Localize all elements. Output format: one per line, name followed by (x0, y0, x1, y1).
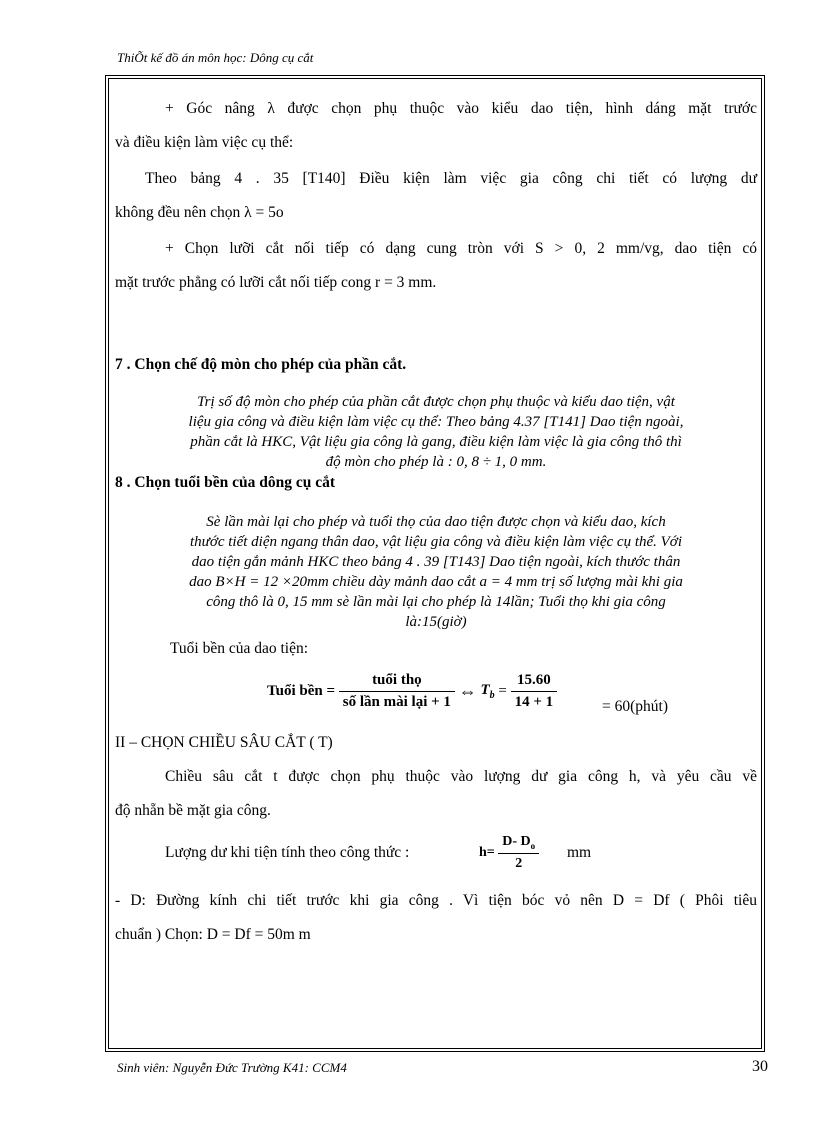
allowance-formula-label: Lượng dư khi tiện tính theo công thức : (165, 844, 410, 861)
paragraph-rake-angle-line1: + Góc nâng λ được chọn phụ thuộc vào kiểu dao tiện, hình dáng mặt trước (165, 100, 757, 117)
paragraph-table-ref-line1: Theo bảng 4 . 35 [T140] Điều kiện làm việc gia công chi tiết có lượng dư (145, 170, 757, 187)
formula-denominator-2: 14 + 1 (514, 694, 554, 710)
page-header: ThiÕt kế đồ án môn học: Dông cụ cắt (117, 50, 314, 65)
section-II-heading: II – CHỌN CHIỀU SÂU CẮT ( T) (115, 734, 333, 751)
tool-life-formula (115, 668, 757, 724)
formula-denominator: số lần mài lại + 1 (342, 694, 451, 710)
formula-fraction-1 (339, 672, 455, 711)
tool-life-label: Tuổi bền của dao tiện: (170, 640, 309, 657)
section-7-line: Trị số độ mòn cho phép của phần cắt được chọn phụ thuộc và kiểu dao tiện, vật (197, 394, 675, 410)
allowance-numerator: D- $D_o$ (498, 834, 539, 854)
section-7-line: liệu gia công và điều kiện làm việc cụ thể: Theo bảng 4.37 [T141] Dao tiện ngoài, (188, 414, 684, 430)
paragraph-table-ref-line2: không đều nên chọn λ = 5o (115, 204, 284, 221)
formula-equals: = (498, 683, 507, 699)
allowance-formula-row (115, 830, 757, 880)
formula-result: = 60(phút) (602, 698, 668, 715)
section-7-body (115, 392, 757, 472)
section-8-line: Sè lần mài lại cho phép và tuổi thọ của dao tiện được chọn và kiểu dao, kích (206, 514, 666, 530)
section-7-line: phần cắt là HKC, Vật liệu gia công là gang, điều kiện làm việc là gia công thô thì (190, 434, 682, 450)
formula-fraction-2 (511, 672, 558, 711)
diameter-paragraph-line2: chuẩn ) Chọn: D = Df = 50m m (115, 926, 311, 943)
formula-lhs: Tuổi bền = (267, 683, 336, 699)
allowance-unit: mm (567, 844, 592, 861)
allowance-denominator: 2 (515, 855, 523, 871)
formula-numerator-2: 15.60 (511, 672, 558, 692)
formula-numerator: tuổi thọ (339, 672, 455, 692)
section-8-line: là:15(giờ) (405, 614, 467, 630)
depth-paragraph-line2: độ nhẵn bề mặt gia công. (115, 802, 271, 819)
page-number: 30 (752, 1058, 768, 1075)
section-7-line: độ mòn cho phép là : 0, 8 ÷ 1, 0 mm. (325, 454, 547, 470)
equivalence-symbol: ⇔ (458, 681, 477, 701)
section-8-line: dao B×H = 12 ×20mm chiều dày mảnh dao cắt a = 4 mm trị số lượng mài khi gia (189, 574, 683, 590)
formula-tb: $T_b$ (480, 682, 495, 701)
section-8-line: thước tiết diện ngang thân dao, vật liệu gia công và điều kiện làm việc cụ thể. Với (190, 534, 682, 550)
section-8-body (115, 512, 757, 632)
page-footer-student: Sinh viên: Nguyễn Đức Trường K41: CCM4 (117, 1060, 347, 1075)
allowance-formula: h= $\frac{D- D_o}{2}$ (479, 834, 539, 872)
diameter-paragraph-line1: - D: Đường kính chi tiết trước khi gia công . Vì tiện bóc vỏ nên D = Df ( Phôi tiêu (115, 892, 757, 909)
paragraph-rake-angle-line2: và điều kiện làm việc cụ thể: (115, 134, 294, 151)
section-7-heading: 7 . Chọn chế độ mòn cho phép của phần cắt. (115, 356, 407, 373)
section-8-line: dao tiện gắn mảnh HKC theo bảng 4 . 39 [T143] Dao tiện ngoài, kích thước thân (191, 554, 681, 570)
paragraph-cutting-edge-line2: mặt trước phẳng có lưỡi cắt nối tiếp cong r = 3 mm. (115, 274, 437, 291)
page-content (115, 92, 757, 952)
section-8-heading: 8 . Chọn tuổi bền của dông cụ cắt (115, 474, 336, 491)
paragraph-cutting-edge-line1: + Chọn lưỡi cắt nối tiếp có dạng cung tròn với S > 0, 2 mm/vg, dao tiện có (165, 240, 757, 257)
section-8-line: công thô là 0, 15 mm sè lần mài lại cho phép là 14lần; Tuổi thọ khi gia công (206, 594, 666, 610)
depth-paragraph-line1: Chiều sâu cắt t được chọn phụ thuộc vào lượng dư gia công h, và yêu cầu về (165, 768, 757, 785)
